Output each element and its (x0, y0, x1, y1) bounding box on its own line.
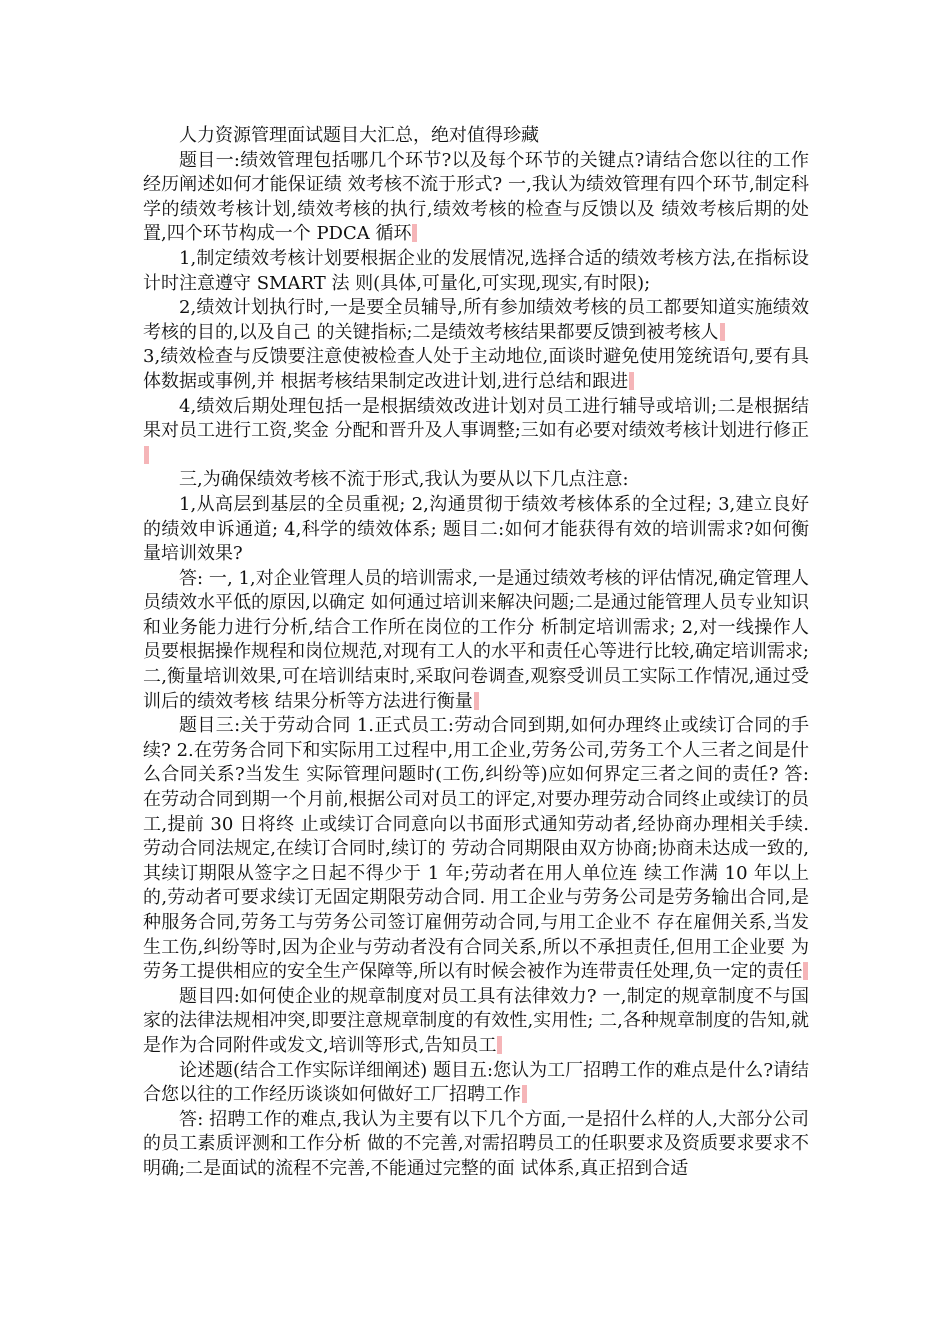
highlight-mark (720, 323, 725, 341)
document-title: 人力资源管理面试题目大汇总，绝对值得珍藏 (179, 125, 539, 146)
highlight-mark (412, 224, 417, 242)
paragraph: 三,为确保绩效考核不流于形式,我认为要从以下几点注意: (179, 469, 629, 491)
paragraph: 答: 招聘工作的难点,我认为主要有以下几个方面,一是招什么样的人,大部分公司的员工素质评测和工作分析 做的不完善,对需招聘员工的任职要求及资质要求要求不明确;二是面试的流程不完善,不能通过完整的面 试体系,真正招到合适 (143, 1108, 809, 1179)
paragraph: 题目四:如何使企业的规章制度对员工具有法律效力? 一,制定的规章制度不与国家的法律法规相冲突,即要注意规章制度的有效性,实用性; 二,各种规章制度的告知,就是作为合同附件或发文,培训等形式,告知员工 (143, 985, 809, 1056)
paragraph: 2,绩效计划执行时,一是要全员辅导,所有参加绩效考核的员工都要知道实施绩效考核的目的,以及自己 的关键指标;二是绩效考核结果都要反馈到被考核人 (143, 297, 809, 343)
highlight-mark (497, 1036, 502, 1054)
highlight-mark (803, 962, 808, 980)
highlight-mark (522, 1085, 527, 1103)
paragraph: 1,从高层到基层的全员重视; 2,沟通贯彻于绩效考核体系的全过程; 3,建立良好的绩效申诉通道; 4,科学的绩效体系; 题目二:如何才能获得有效的培训需求?如何衡量培训效果? (143, 493, 809, 565)
highlight-mark (629, 372, 634, 390)
paragraph: 1,制定绩效考核计划要根据企业的发展情况,选择合适的绩效考核方法,在指标设计时注意遵守 SMART 法 则(具体,可量化,可实现,现实,有时限); (143, 247, 809, 294)
document-body (143, 124, 809, 1182)
paragraph: 题目三:关于劳动合同 1.正式员工:劳动合同到期,如何办理终止或续订合同的手续? 2.在劳务合同下和实际用工过程中,用工企业,劳务公司,劳务工个人三者之间是什么合同关系?当发生 实际管理问题时(工伤,纠纷等)应如何界定三者之间的责任? 答: 在劳动合同到期一个月前,根据公司对员工的评定,对要办理劳动合同终止或续订的员工,提前 30 日将终 止或续订合同意向以书面形式通知劳动者,经协商办理相关手续.劳动合同法规定,在续订合同时,续订的 劳动合同期限由双方协商;协商未达成一致的,其续订期限从签字之日起不得少于 1 年;劳动者在用人单位连 续工作满 10 年以上的,劳动者可要求续订无固定期限劳动合同. 用工企业与劳务公司是劳务输出合同,是种服务合同,劳务工与劳务公司签订雇佣劳动合同,与用工企业不 存在雇佣关系,当发生工伤,纠纷等时,因为企业与劳动者没有合同关系,所以不承担责任,但用工企业要 为劳务工提供相应的安全生产保障等,所以有时候会被作为连带责任处理,负一定的责任 (143, 715, 809, 983)
paragraph: 3,绩效检查与反馈要注意使被检查人处于主动地位,面谈时避免使用笼统语句,要有具体数据或事例,并 根据考核结果制定改进计划,进行总结和跟进 (143, 346, 809, 392)
highlight-mark (474, 692, 479, 710)
paragraph: 题目一:绩效管理包括哪几个环节?以及每个环节的关键点?请结合您以往的工作经历阐述如何才能保证绩 效考核不流于形式? 一,我认为绩效管理有四个环节,制定科学的绩效考核计划,绩效考核的执行,绩效考核的检查与反馈以及 绩效考核后期的处置,四个环节构成一个 PDCA 循环 (143, 149, 809, 245)
highlight-mark (144, 446, 149, 464)
paragraph: 论述题(结合工作实际详细阐述) 题目五:您认为工厂招聘工作的难点是什么?请结合您以往的工作经历谈谈如何做好工厂招聘工作 (143, 1059, 809, 1106)
paragraph: 4,绩效后期处理包括一是根据绩效改进计划对员工进行辅导或培训;二是根据结果对员工进行工资,奖金 分配和晋升及人事调整;三如有必要对绩效考核计划进行修正 (143, 395, 809, 469)
paragraph: 答: 一, 1,对企业管理人员的培训需求,一是通过绩效考核的评估情况,确定管理人员绩效水平低的原因,以确定 如何通过培训来解决问题;二是通过能管理人员专业知识和业务能力进行分析,结合工作所在岗位的工作分 析制定培训需求; 2,对一线操作人员要根据操作规程和岗位规范,对现有工人的水平和责任心等进行比较,确定培训需求; 二,衡量培训效果,可在培训结束时,采取问卷调查,观察受训员工实际工作情况,通过受训后的绩效考核 结果分析等方法进行衡量 (143, 567, 809, 712)
